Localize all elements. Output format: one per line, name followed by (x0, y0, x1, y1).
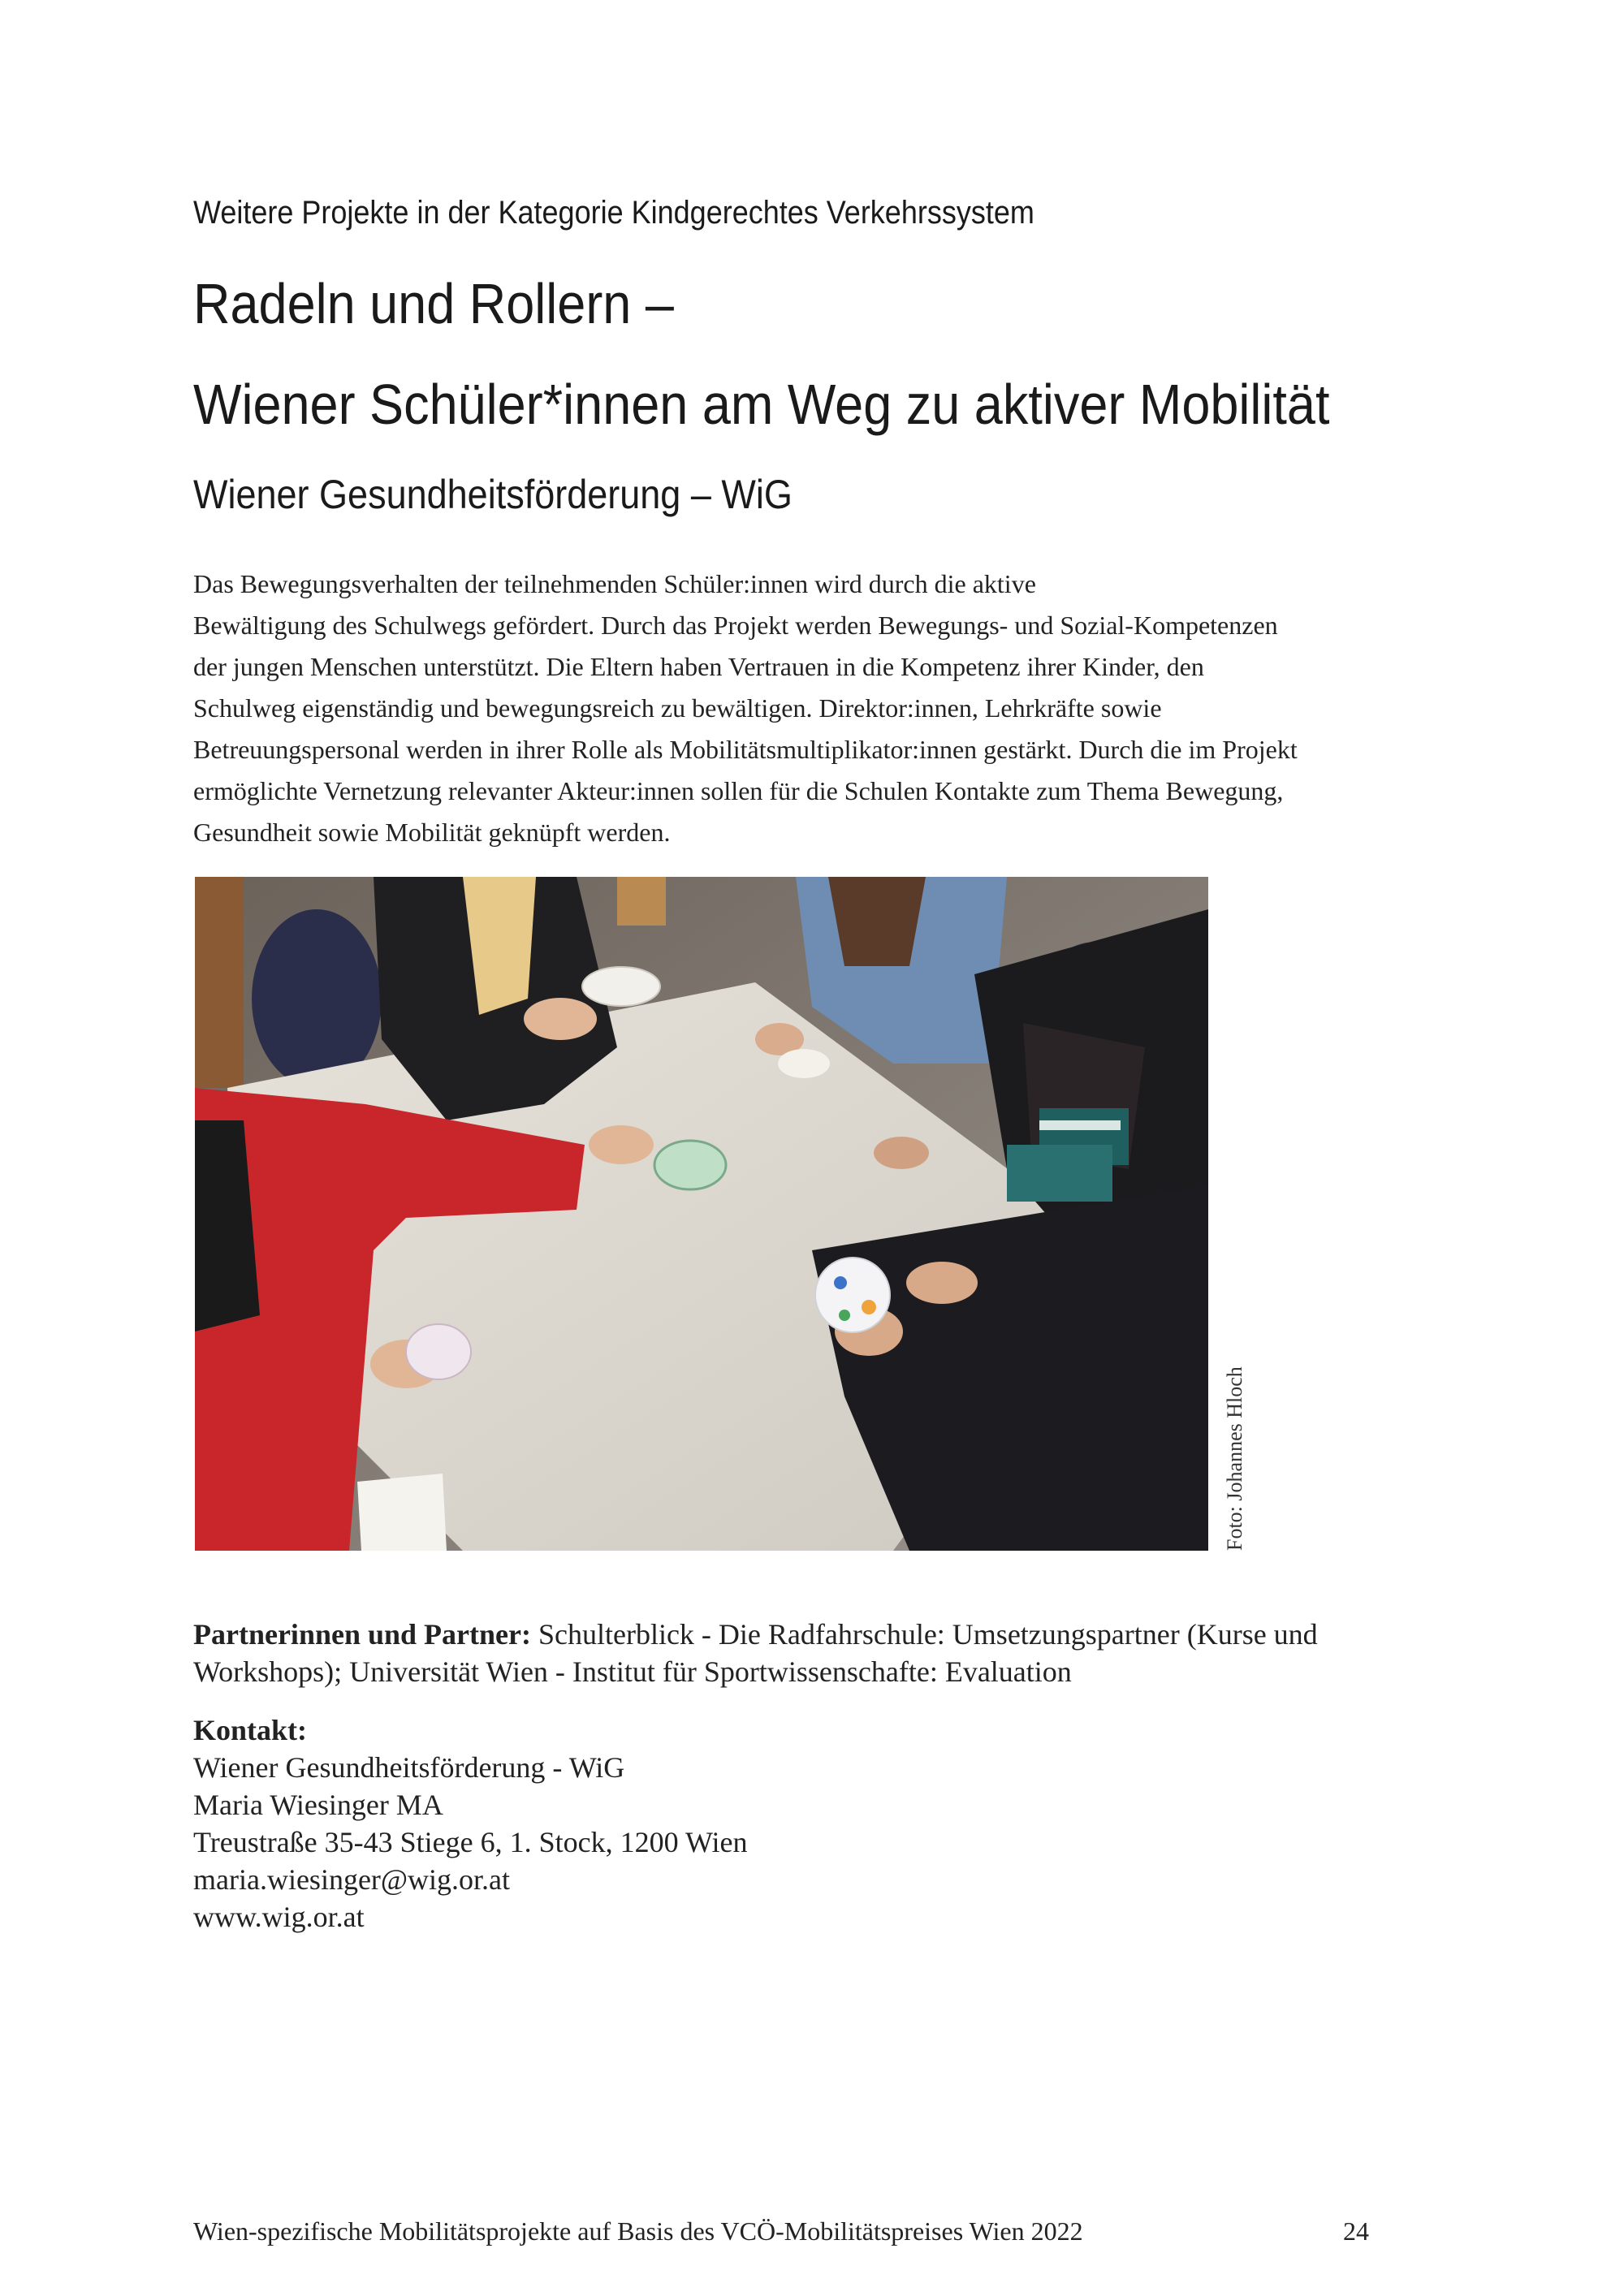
contact-address: Treustraße 35-43 Stiege 6, 1. Stock, 1200 Wien (193, 1826, 748, 1858)
page-title-line-1: Radeln und Rollern – (193, 272, 674, 335)
description-line: der jungen Menschen unterstützt. Die Eltern haben Vertrauen in die Kompetenz ihrer Kinder, den (193, 652, 1204, 681)
description-line: Gesundheit sowie Mobilität geknüpft werden. (193, 818, 671, 847)
page-footer (193, 2216, 1369, 2246)
contact-label: Kontakt: (193, 1714, 308, 1746)
contact-email[interactable]: maria.wiesinger@wig.or.at (193, 1863, 511, 1896)
description-line: Betreuungspersonal werden in ihrer Rolle als Mobilitätsmultiplikator:innen gestärkt. Durch die im Projekt (193, 735, 1298, 764)
photo-credit: Foto: Johannes Hloch (1223, 1366, 1246, 1551)
description-line: Das Bewegungsverhalten der teilnehmenden Schüler:innen wird durch die aktive (193, 569, 1036, 598)
photo-illustration (195, 877, 1208, 1551)
partners-text: Schulterblick - Die Radfahrschule: Umsetzungspartner (Kurse und Workshops); Universität Wien - Institut für Sportwissenschafte: Evaluation (193, 1618, 1318, 1688)
partners-section (193, 1616, 1460, 1690)
footer-text: Wien-spezifische Mobilitätsprojekte auf Basis des VCÖ-Mobilitätspreises Wien 2022 (193, 2216, 1083, 2246)
page-title-line-2: Wiener Schüler*innen am Weg zu aktiver Mobilität (193, 373, 1330, 436)
page-number: 24 (1343, 2216, 1369, 2246)
contact-website[interactable]: www.wig.or.at (193, 1901, 365, 1933)
project-photo (195, 877, 1208, 1551)
category-heading: Weitere Projekte in der Kategorie Kindgerechtes Verkehrssystem (193, 195, 1034, 231)
description-line: Schulweg eigenständig und bewegungsreich zu bewältigen. Direktor:innen, Lehrkräfte sowie (193, 693, 1162, 723)
partners-label: Partnerinnen und Partner: (193, 1618, 531, 1651)
description-line: Bewältigung des Schulwegs gefördert. Durch das Projekt werden Bewegungs- und Sozial-Kompetenzen (193, 611, 1278, 640)
contact-organization: Wiener Gesundheitsförderung - WiG (193, 1751, 625, 1784)
organization-subtitle: Wiener Gesundheitsförderung – WiG (193, 472, 793, 517)
description-line: ermöglichte Vernetzung relevanter Akteur:innen sollen für die Schulen Kontakte zum Thema Bewegung, (193, 776, 1284, 805)
contact-section (193, 1711, 748, 1936)
project-description (193, 563, 1436, 853)
contact-person: Maria Wiesinger MA (193, 1789, 443, 1821)
